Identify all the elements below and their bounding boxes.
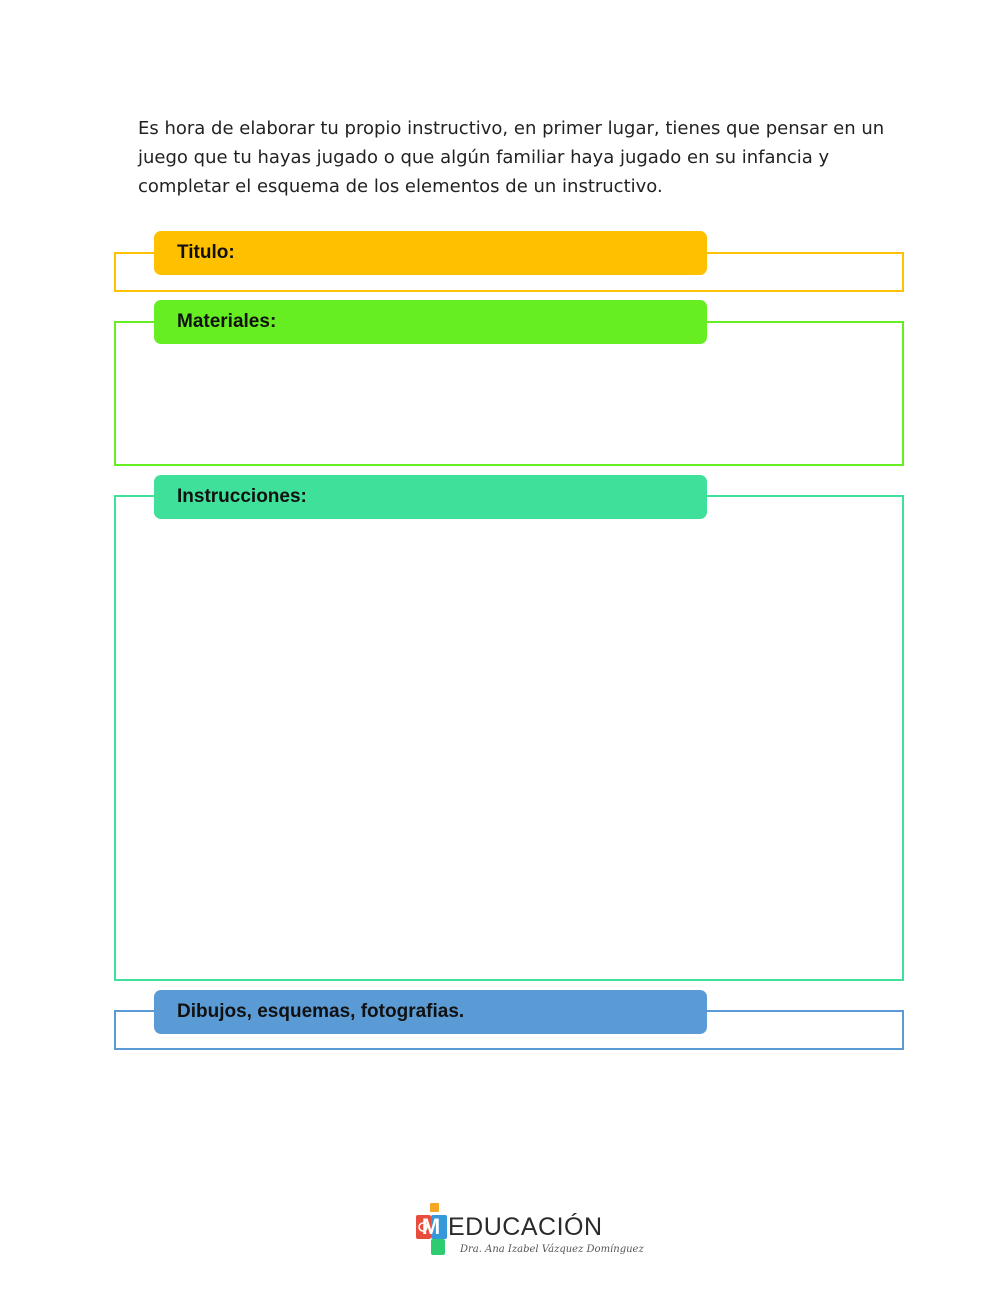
materiales-header [154,300,707,344]
logo-brand: EDUCACIÓN [448,1213,603,1241]
titulo-header [154,231,707,275]
instrucciones-header [154,475,707,519]
instrucciones-label: Instrucciones: [177,486,307,507]
titulo-label: Titulo: [177,242,235,263]
intro-paragraph: Es hora de elaborar tu propio instructivo, en primer lugar, tienes que pensar en un juego que tu hayas jugado o que algún familiar haya jugado en su infancia y completar el esquema de los elementos de un instructivo. [138,118,885,197]
svg-text:M: M [421,1214,441,1239]
dibujos-header [154,990,707,1034]
logo-author: Dra. Ana Izabel Vázquez Domínguez [460,1244,644,1255]
dibujos-label: Dibujos, esquemas, fotografias. [177,1001,465,1022]
instrucciones-box[interactable] [114,495,904,981]
materiales-label: Materiales: [177,311,277,332]
